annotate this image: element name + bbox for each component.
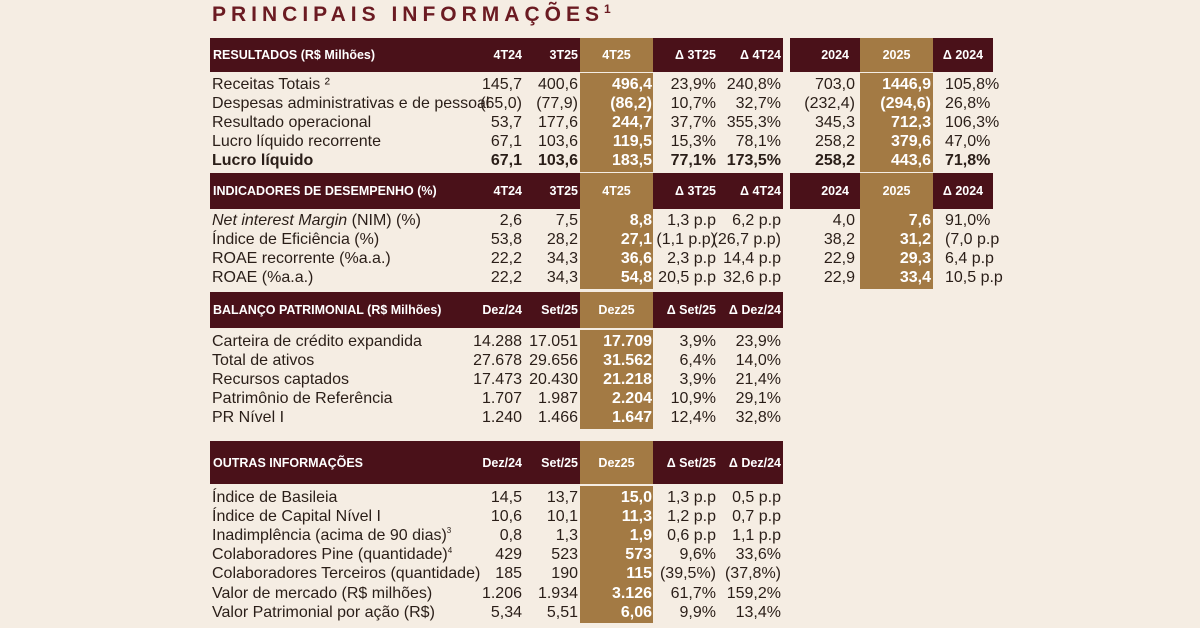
row-value: 355,3%: [726, 113, 781, 131]
row-value: 14,5: [490, 488, 522, 506]
row-value: 9,9%: [679, 603, 716, 621]
highlight-value: 21.218: [603, 370, 652, 388]
row-value: 0,6 p.p: [667, 526, 716, 544]
row-value: 9,6%: [679, 546, 716, 564]
row-value: 20.430: [529, 370, 578, 388]
row-label: [212, 152, 313, 171]
annual-value: 71,8%: [945, 152, 991, 170]
outras-header-col: Δ Set/25: [666, 455, 716, 470]
row-value: 3,9%: [679, 370, 716, 388]
row-label: [212, 603, 435, 622]
annual-highlight-value: 7,6: [908, 211, 931, 229]
row-value: 32,6 p.p: [723, 269, 781, 287]
row-value: 5,51: [546, 603, 578, 621]
indicadores-header-annual-col: 2024: [821, 184, 849, 198]
row-label: [212, 351, 314, 370]
row-label: [212, 409, 284, 428]
outras-row: [210, 526, 993, 545]
annual-value: 345,3: [814, 113, 855, 131]
row-value: 13,4%: [735, 603, 781, 621]
highlight-value: 244,7: [611, 113, 652, 131]
indicadores-row: [210, 230, 1000, 249]
row-value: 0,8: [499, 526, 522, 544]
row-label-text: Resultado operacional: [212, 113, 372, 131]
row-label-text: Carteira de crédito expandida: [212, 332, 422, 350]
resultados-header-annual-col: 2025: [882, 48, 911, 62]
annual-value: 91,0%: [945, 211, 991, 229]
balanco-header: [210, 292, 783, 328]
row-label: [212, 488, 337, 507]
annual-value: 106,3%: [945, 113, 1000, 131]
highlight-value: 1,9: [629, 526, 652, 544]
row-value: 190: [551, 565, 578, 583]
annual-highlight-value: 29,3: [899, 249, 931, 267]
row-value: 22,2: [490, 249, 522, 267]
balanco-header-col: Δ Set/25: [666, 303, 716, 317]
balanco-header-title: BALANÇO PATRIMONIAL (R$ Milhões): [213, 303, 442, 317]
row-label-text: Lucro líquido recorrente: [212, 133, 381, 151]
footnote-marker: 3: [446, 526, 452, 536]
row-label-text: Índice de Capital Nível I: [212, 507, 381, 525]
row-label: [212, 75, 330, 94]
row-label-text: ROAE recorrente (%a.a.): [212, 249, 391, 267]
row-value: 240,8%: [726, 75, 781, 93]
row-value: 34,3: [546, 269, 578, 287]
annual-highlight-value: 1446,9: [882, 75, 931, 93]
annual-value: 26,8%: [945, 94, 991, 112]
annual-value: 38,2: [823, 230, 855, 248]
resultados-header-annual-col: Δ 2024: [942, 48, 984, 62]
highlight-value: 2.204: [611, 390, 652, 408]
row-label: [212, 507, 381, 526]
resultados-header-annual: [790, 38, 993, 72]
annual-value: (7,0 p.p: [945, 230, 1000, 248]
annual-value: 258,2: [814, 152, 855, 170]
balanco-header-col: Dez25: [598, 303, 635, 317]
row-value: 27.678: [473, 351, 522, 369]
row-label-text: Total de ativos: [212, 351, 315, 369]
row-value: 1,1 p.p: [732, 526, 781, 544]
footnote-marker: 4: [447, 545, 453, 555]
row-value: 17.473: [473, 370, 522, 388]
row-value: 159,2%: [726, 584, 781, 602]
row-value: 14,4 p.p: [723, 249, 781, 267]
highlight-value: 36,6: [620, 249, 652, 267]
row-label-text: Índice de Basileia: [212, 488, 338, 506]
outras-row: [210, 507, 993, 526]
balanco-row: [210, 351, 993, 370]
highlight-value: 3.126: [611, 584, 652, 602]
row-label: [212, 370, 349, 389]
row-value: 6,4%: [679, 351, 716, 369]
row-label: [212, 94, 489, 113]
highlight-value: 15,0: [620, 488, 652, 506]
resultados-header-annual-col: 2024: [821, 48, 849, 62]
row-value: 29,1%: [735, 390, 781, 408]
balanco-header-col: Dez/24: [482, 303, 522, 317]
row-value: 1.934: [537, 584, 578, 602]
row-label: [212, 133, 381, 152]
row-value: 1,3 p.p: [667, 211, 716, 229]
annual-value: 6,4 p.p: [945, 249, 994, 267]
row-value: (39,5%): [659, 565, 716, 583]
row-label: [212, 230, 379, 249]
outras-row: [210, 584, 993, 603]
row-label-text: PR Nível I: [212, 409, 285, 427]
annual-highlight-value: (294,6): [880, 94, 931, 112]
row-label: [212, 526, 451, 545]
indicadores-header-col: Δ 3T25: [675, 184, 716, 198]
balanco-header-col: Set/25: [541, 303, 578, 317]
row-value: 32,7%: [735, 94, 781, 112]
highlight-value: (86,2): [610, 94, 652, 112]
row-value: 14,0%: [735, 351, 781, 369]
row-value: 53,8: [490, 230, 522, 248]
annual-value: (232,4): [804, 94, 855, 112]
highlight-value: 8,8: [629, 211, 652, 229]
row-value: 0,5 p.p: [732, 488, 781, 506]
row-label-text: Recursos captados: [212, 370, 349, 388]
highlight-value: 1.647: [611, 409, 652, 427]
row-label: [212, 113, 371, 132]
outras-row: [210, 488, 993, 507]
annual-highlight-value: 712,3: [890, 113, 931, 131]
resultados-row: [210, 75, 1000, 94]
outras-header-col: Set/25: [541, 455, 578, 470]
row-label-text: Lucro líquido: [212, 152, 314, 170]
row-value: 67,1: [490, 152, 522, 170]
row-value: 13,7: [546, 488, 578, 506]
row-label: [212, 269, 313, 288]
row-label-text: Inadimplência (acima de 90 dias): [212, 526, 447, 544]
row-value: 1,3 p.p: [667, 488, 716, 506]
row-value: 523: [551, 546, 578, 564]
annual-highlight-value: 33,4: [899, 269, 931, 287]
indicadores-header-title: INDICADORES DE DESEMPENHO (%): [213, 184, 437, 198]
row-value: 29.656: [529, 351, 578, 369]
row-label-text: Receitas Totais ²: [212, 75, 330, 93]
row-label-text: Colaboradores Terceiros (quantidade): [212, 565, 481, 583]
row-value: (65,0): [480, 94, 522, 112]
row-value: 37,7%: [670, 113, 716, 131]
resultados-header-col: Δ 4T24: [740, 48, 781, 62]
row-value: 6,2 p.p: [732, 211, 781, 229]
balanco-row: [210, 370, 993, 389]
row-value: 77,1%: [670, 152, 716, 170]
row-value: 33,6%: [735, 546, 781, 564]
indicadores-row: [210, 269, 1003, 288]
row-value: 1.466: [537, 409, 578, 427]
balanco-row: [210, 409, 993, 428]
row-label-text: (NIM) (%): [347, 211, 421, 229]
row-value: 1.206: [481, 584, 522, 602]
balanco-row: [210, 390, 993, 409]
annual-value: 22,9: [823, 269, 855, 287]
row-label: [212, 390, 393, 409]
outras-row: [210, 565, 993, 584]
balanco-header-col: Δ Dez/24: [728, 303, 781, 317]
row-value: 185: [495, 565, 522, 583]
annual-value: 105,8%: [945, 75, 1000, 93]
resultados-header: [210, 38, 783, 72]
highlight-value: 54,8: [620, 269, 652, 287]
row-value: 1,2 p.p: [667, 507, 716, 525]
row-label: [212, 249, 391, 268]
outras-header-title: OUTRAS INFORMAÇÕES: [213, 455, 363, 470]
row-value: 3,9%: [679, 332, 716, 350]
row-value: 103,6: [537, 152, 578, 170]
row-value: 429: [495, 546, 522, 564]
row-value: 2,6: [499, 211, 522, 229]
row-label-italic: Net interest Margin: [212, 211, 348, 229]
highlight-value: 496,4: [611, 75, 652, 93]
highlight-value: 31.562: [603, 351, 652, 369]
row-value: (26,7 p.p): [712, 230, 781, 248]
outras-row: [210, 546, 993, 565]
indicadores-row: [210, 211, 993, 230]
highlight-value: 11,3: [621, 507, 652, 525]
indicadores-row: [210, 249, 993, 268]
row-value: 1.987: [537, 390, 578, 408]
row-value: 7,5: [555, 211, 578, 229]
outras-header: [210, 441, 783, 484]
row-value: 32,8%: [735, 409, 781, 427]
row-label-text: Índice de Eficiência (%): [212, 230, 380, 248]
resultados-header-col: Δ 3T25: [675, 48, 716, 62]
resultados-row: [210, 152, 993, 171]
row-label-text: ROAE (%a.a.): [212, 269, 314, 287]
row-value: (1,1 p.p): [656, 230, 716, 248]
row-label-text: Valor Patrimonial por ação (R$): [212, 603, 435, 621]
row-value: 173,5%: [726, 152, 781, 170]
annual-value: 703,0: [814, 75, 855, 93]
row-value: 10,1: [546, 507, 578, 525]
highlight-value: 183,5: [611, 152, 652, 170]
row-value: 1.707: [481, 390, 522, 408]
row-value: 145,7: [481, 75, 522, 93]
row-value: 23,9%: [670, 75, 716, 93]
highlight-value: 17.709: [603, 332, 652, 350]
resultados-row: [210, 133, 993, 152]
row-value: 10,9%: [670, 390, 716, 408]
row-value: (77,9): [536, 94, 578, 112]
row-value: 1,3: [555, 526, 578, 544]
resultados-header-col: 3T25: [549, 48, 578, 62]
row-label: [212, 584, 432, 603]
row-value: 2,3 p.p: [667, 249, 716, 267]
balanco-row: [210, 332, 993, 351]
resultados-row: [210, 94, 993, 113]
row-value: 103,6: [537, 133, 578, 151]
row-label: [212, 332, 422, 351]
outras-header-col: Δ Dez/24: [728, 455, 781, 470]
indicadores-header-col: 4T24: [493, 184, 522, 198]
highlight-value: 27,1: [620, 230, 652, 248]
page-title: PRINCIPAIS INFORMAÇÕES$^1$: [212, 2, 611, 26]
row-value: 34,3: [546, 249, 578, 267]
row-label: [212, 211, 421, 230]
row-value: 5,34: [490, 603, 522, 621]
row-value: 61,7%: [670, 584, 716, 602]
resultados-header-title: RESULTADOS (R$ Milhões): [213, 48, 376, 62]
indicadores-header: [210, 173, 783, 209]
highlight-value: 115: [626, 565, 652, 583]
row-value: 17.051: [529, 332, 578, 350]
resultados-header-col: 4T25: [602, 48, 631, 62]
annual-value: 258,2: [814, 133, 855, 151]
highlight-value: 6,06: [620, 603, 652, 621]
row-value: 67,1: [490, 133, 522, 151]
row-value: 15,3%: [670, 133, 716, 151]
row-value: 10,7%: [670, 94, 716, 112]
outras-header-col: Dez/24: [482, 455, 522, 470]
row-value: 28,2: [546, 230, 578, 248]
resultados-row: [210, 113, 1000, 132]
resultados-header-col: 4T24: [493, 48, 522, 62]
row-value: 10,6: [490, 507, 522, 525]
row-label: [212, 546, 452, 565]
annual-value: 4,0: [832, 211, 855, 229]
annual-value: 47,0%: [945, 133, 991, 151]
outras-row: [210, 603, 993, 622]
row-value: 53,7: [490, 113, 522, 131]
row-label-text: Patrimônio de Referência: [212, 390, 393, 408]
row-value: 78,1%: [735, 133, 781, 151]
annual-highlight-value: 31,2: [899, 230, 931, 248]
indicadores-header-col: 4T25: [602, 184, 631, 198]
annual-highlight-value: 443,6: [890, 152, 931, 170]
row-label-text: Valor de mercado (R$ milhões): [212, 584, 433, 602]
indicadores-header-annual: [790, 173, 993, 209]
row-value: 0,7 p.p: [732, 507, 781, 525]
indicadores-header-col: 3T25: [549, 184, 578, 198]
row-value: (37,8%): [724, 565, 781, 583]
row-value: 21,4%: [735, 370, 781, 388]
row-label: [212, 565, 480, 584]
annual-highlight-value: 379,6: [890, 133, 931, 151]
row-label-text: Despesas administrativas e de pessoal: [212, 94, 490, 112]
annual-value: 10,5 p.p: [945, 269, 1003, 287]
highlight-value: 573: [625, 546, 652, 564]
annual-value: 22,9: [823, 249, 855, 267]
row-value: 14.288: [473, 332, 522, 350]
row-value: 22,2: [490, 269, 522, 287]
row-value: 23,9%: [735, 332, 781, 350]
row-label-text: Colaboradores Pine (quantidade): [212, 546, 448, 564]
row-value: 400,6: [537, 75, 578, 93]
row-value: 12,4%: [670, 409, 716, 427]
outras-header-col: Dez25: [598, 455, 635, 470]
indicadores-header-annual-col: Δ 2024: [942, 184, 984, 198]
indicadores-header-col: Δ 4T24: [740, 184, 781, 198]
row-value: 20,5 p.p: [658, 269, 716, 287]
highlight-value: 119,5: [612, 133, 652, 151]
row-value: 1.240: [481, 409, 522, 427]
row-value: 177,6: [537, 113, 578, 131]
indicadores-header-annual-col: 2025: [882, 184, 911, 198]
